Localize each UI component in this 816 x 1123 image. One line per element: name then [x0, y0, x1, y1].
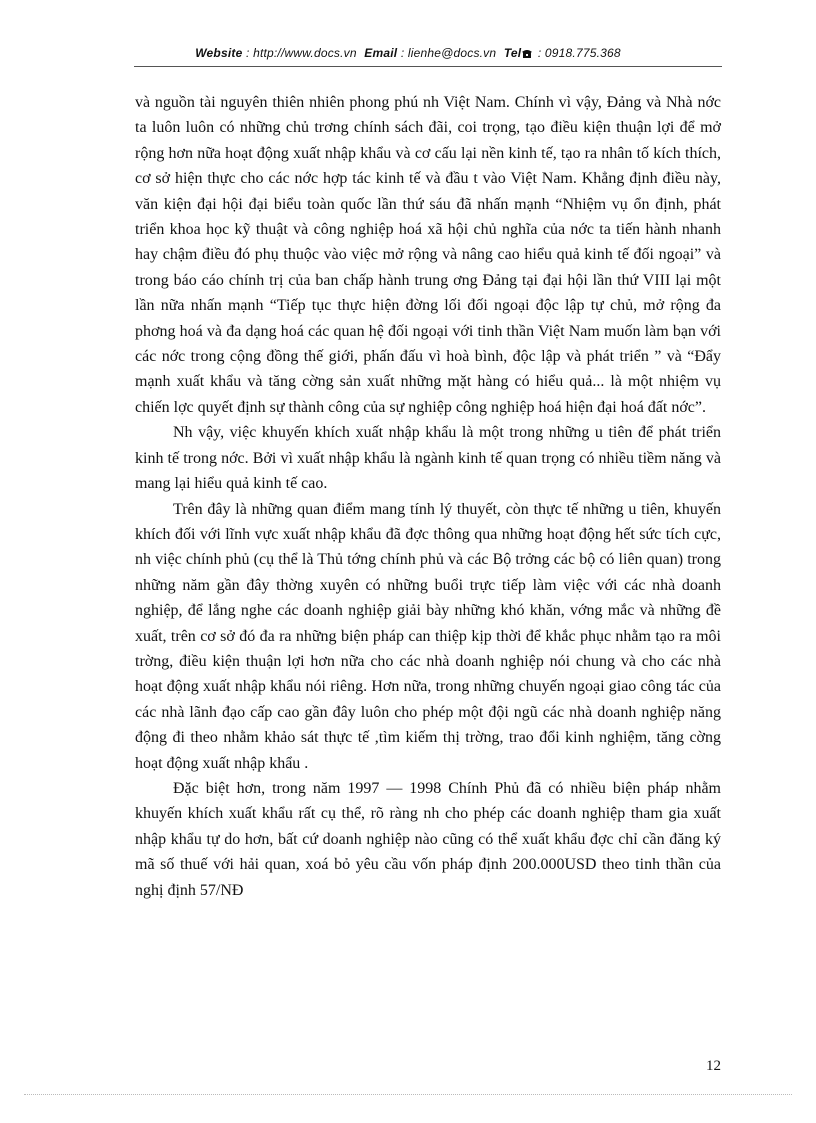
- paragraph-2: Nh vậy, việc khuyến khích xuất nhập khẩu là một trong những u tiên để phát triển kinh tế trong nớc. Bởi vì xuất nhập khẩu là ngành kinh tế quan trọng có nhiều tiềm năng và mang lại hiểu quả kinh tế cao.: [135, 424, 721, 493]
- website-label: Website: [195, 46, 243, 60]
- website-url: : http://www.docs.vn: [246, 46, 357, 60]
- footer-rule: [24, 1094, 792, 1095]
- phone-number: : 0918.775.368: [537, 46, 621, 60]
- paragraph-3: Trên đây là những quan điểm mang tính lý thuyết, còn thực tế những u tiên, khuyến khích đối với lĩnh vực xuất nhập khẩu đã đợc thông qua những hoạt động hết sức tích cực, nh việc chính phủ (cụ thể là Thủ tớng chính phủ và các Bộ trởng các bộ có liên quan) trong những năm gần đây thờng xuyên có những buổi trực tiếp làm việc với các nhà doanh nghiệp, để lắng nghe các doanh nghiệp giải bày những khó khăn, vớng mắc và những đề xuất, trên cơ sở đó đa ra những biện pháp can thiệp kịp thời để khắc phục nhằm tạo ra môi trờng, điều kiện thuận lợi hơn nữa cho các nhà doanh nghiệp nói chung và cho các nhà hoạt động xuất nhập khẩu nói riêng. Hơn nữa, trong những chuyến ngoại giao công tác của các nhà lãnh đạo cấp cao gần đây luôn cho phép một đội ngũ các nhà doanh nghiệp năng động đi theo nhằm khảo sát thực tế ,tìm kiếm thị trờng, trao đổi kinh nghiệm, tăng cờng hoạt động xuất nhập khẩu .: [135, 500, 721, 772]
- page-number: 12: [706, 1058, 721, 1074]
- paragraph-1: và nguồn tài nguyên thiên nhiên phong phú nh Việt Nam. Chính vì vậy, Đảng và Nhà nớc ta luôn luôn có những chủ trơng chính sách đãi, coi trọng, tạo điều kiện thuận lợi để mở rộng hơn nữa hoạt động xuất nhập khẩu và cơ cấu lại nền kinh tế, tạo ra nhân tố kích thích, cơ sở hiện thực cho các nớc hợp tác kinh tế và đầu t vào Việt Nam. Khẳng định điều này, văn kiện đại hội đại biểu toàn quốc lần thứ sáu đã nhấn mạnh “Nhiệm vụ ổn định, phát triển khoa học kỹ thuật và công nghiệp hoá xã hội chủ nghĩa của nớc ta tiến hành nhanh hay chậm điều đó phụ thuộc vào việc mở rộng và nâng cao hiểu quả kinh tế đối ngoại” và trong báo cáo chính trị của ban chấp hành trung ơng Đảng tại đại hội lần thứ VIII lại một lần nữa nhấn mạnh “Tiếp tục thực hiện đờng lối đối ngoại độc lập tự chủ, mở rộng đa phơng hoá và đa dạng hoá các quan hệ đối ngoại với tinh thần Việt Nam muốn làm bạn với các nớc trong cộng đồng thế giới, phấn đấu vì hoà bình, độc lập và phát triển ” và “Đẩy mạnh xuất khẩu và tăng cờng sản xuất những mặt hàng có hiểu quả... là một nhiệm vụ chiến lợc quyết định sự thành công của sự nghiệp công nghiệp hoá hiện đại hoá đất nớc”.: [135, 94, 721, 416]
- email-address: : lienhe@docs.vn: [400, 46, 497, 60]
- page-header: [0, 46, 816, 60]
- header-rule: [134, 66, 722, 67]
- paragraph-4: Đặc biệt hơn, trong năm 1997 — 1998 Chính Phủ đã có nhiều biện pháp nhằm khuyến khích xuất khẩu rất cụ thể, rõ ràng nh cho phép các doanh nghiệp tham gia xuất nhập khẩu tự do hơn, bất cứ doanh nghiệp nào cũng có thể xuất khẩu đợc chỉ cần đăng ký mã số thuế với hải quan, xoá bỏ yêu cầu vốn pháp định 200.000USD theo tinh thần của nghị định 57/NĐ: [135, 779, 721, 899]
- tel-label: Tel: [503, 46, 522, 60]
- telephone-icon: [522, 47, 532, 56]
- email-label: Email: [364, 46, 398, 60]
- document-body: [135, 90, 721, 903]
